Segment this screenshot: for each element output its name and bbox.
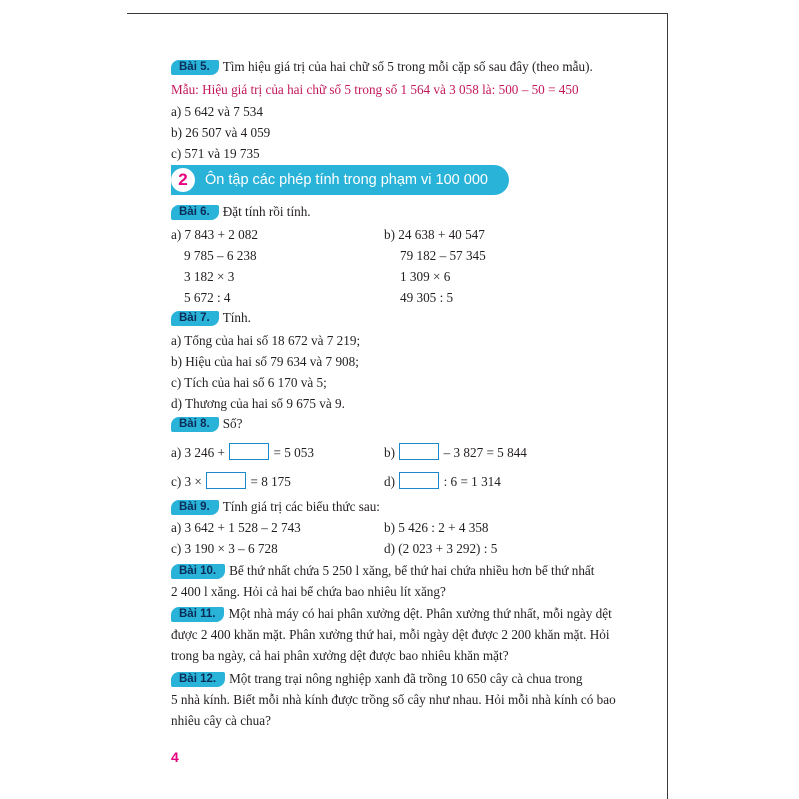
bai11-text-2: được 2 400 khăn mặt. Phân xưởng thứ hai, mỗi ngày dệt được 2 200 khăn mặt. Hỏi [171,627,610,642]
bai6-b-3: 1 309 × 6 [400,269,451,284]
bai7-item-c: c) Tích của hai số 6 170 và 5; [171,375,327,390]
bai6-a-3: 3 182 × 3 [184,269,235,284]
bai7-prompt-line [171,309,251,326]
bai12-text-2: 5 nhà kính. Biết mỗi nhà kính được trồng số cây như nhau. Hỏi mỗi nhà kính có bao [171,692,616,707]
bai6-prompt: Đặt tính rồi tính. [222,204,311,219]
bai12-line-1 [171,670,582,687]
bai8-b [384,443,527,461]
bai5-prompt: Tìm hiệu giá trị của hai chữ số 5 trong mỗi cặp số sau đây (theo mẫu). [222,59,593,74]
bai11-badge: Bài 11. [171,607,224,622]
bai9-prompt-line [171,498,380,515]
bai10-line-1 [171,562,594,579]
bai7-badge: Bài 7. [171,311,219,326]
bai12-badge: Bài 12. [171,672,225,687]
bai5-prompt-line [171,58,593,75]
bai8-d [384,472,501,490]
bai9-d: d) (2 023 + 3 292) : 5 [384,541,498,556]
bai6-a-4: 5 672 : 4 [184,290,231,305]
bai9-c: c) 3 190 × 3 – 6 728 [171,541,278,556]
bai9-b: b) 5 426 : 2 + 4 358 [384,520,489,535]
page-number: 4 [171,749,179,765]
bai8-row-2 [171,472,501,490]
bai9-a: a) 3 642 + 1 528 – 2 743 [171,520,301,535]
bai9-row-1 [171,519,489,536]
bai5-item-b: b) 26 507 và 4 059 [171,125,271,140]
bai8-c-post: = 8 175 [250,474,291,489]
section-title: Ôn tập các phép tính trong phạm vi 100 000 [205,172,488,188]
bai6-b-2: 79 182 – 57 345 [400,248,486,263]
bai5-sample: Mẫu: Hiệu giá trị của hai chữ số 5 trong số 1 564 và 3 058 là: 500 – 50 = 450 [171,82,579,97]
bai8-b-pre: b) [384,445,395,460]
bai10-badge: Bài 10. [171,564,225,579]
bai6-row-2 [184,247,486,264]
bai11-text-1: Một nhà máy có hai phân xưởng dệt. Phân xưởng thứ nhất, mỗi ngày dệt [228,606,612,621]
bai9-badge: Bài 9. [171,500,219,515]
bai5-item-a: a) 5 642 và 7 534 [171,104,263,119]
bai6-row-4 [184,289,454,306]
bai7-item-a: a) Tổng của hai số 18 672 và 7 219; [171,333,361,348]
bai6-row-3 [184,268,451,285]
bai11-line-1 [171,605,612,622]
bai8-a-post: = 5 053 [273,445,314,460]
bai8-prompt-line [171,415,242,432]
bai7-item-b: b) Hiệu của hai số 79 634 và 7 908; [171,354,359,369]
bai5-badge: Bài 5. [171,60,219,75]
bai10-text-1: Bể thứ nhất chứa 5 250 l xăng, bể thứ hai chứa nhiều hơn bể thứ nhất [229,563,595,578]
page-border-top [127,13,668,14]
bai6-a-2: 9 785 – 6 238 [184,248,257,263]
bai8-b-answer-box[interactable] [399,443,439,460]
bai8-prompt: Số? [222,416,243,431]
bai6-a-1: a) 7 843 + 2 082 [171,227,258,242]
bai8-a-answer-box[interactable] [229,443,269,460]
page-border-right [667,13,668,799]
bai8-d-pre: d) [384,474,395,489]
bai12-text-3: nhiêu cây cà chua? [171,713,271,728]
bai10-text-2: 2 400 l xăng. Hỏi cả hai bể chứa bao nhiêu lít xăng? [171,584,446,599]
bai5-item-c: c) 571 và 19 735 [171,146,260,161]
bai8-badge: Bài 8. [171,417,219,432]
bai9-row-2 [171,540,498,557]
bai7-prompt: Tính. [222,310,251,325]
bai8-d-post: : 6 = 1 314 [443,474,501,489]
bai8-c-answer-box[interactable] [206,472,246,489]
bai7-item-d: d) Thương của hai số 9 675 và 9. [171,396,345,411]
section-number: 2 [171,168,195,192]
bai6-b-4: 49 305 : 5 [400,290,454,305]
bai8-b-post: – 3 827 = 5 844 [443,445,527,460]
bai9-prompt: Tính giá trị các biểu thức sau: [222,499,380,514]
bai6-badge: Bài 6. [171,205,219,220]
section-banner [171,165,509,195]
bai6-b-1: b) 24 638 + 40 547 [384,227,485,242]
bai8-a-pre: a) 3 246 + [171,445,225,460]
bai8-c-pre: c) 3 × [171,474,202,489]
bai6-row-1 [171,226,485,243]
bai8-row-1 [171,443,527,461]
bai6-prompt-line [171,203,311,220]
bai12-text-1: Một trang trại nông nghiệp xanh đã trồng 10 650 cây cà chua trong [229,671,583,686]
bai8-d-answer-box[interactable] [399,472,439,489]
bai11-text-3: trong ba ngày, cả hai phân xưởng dệt được bao nhiêu khăn mặt? [171,648,509,663]
